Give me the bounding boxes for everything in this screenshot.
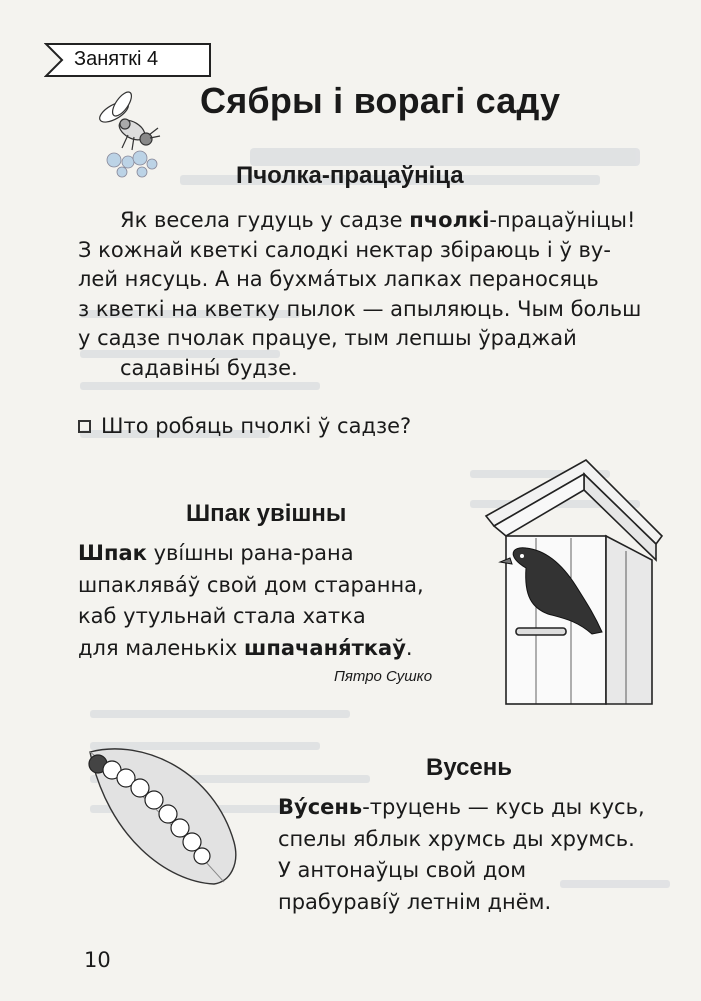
bee-paragraph bbox=[78, 206, 641, 383]
poem-line: для маленькіх шпачаня́ткаў. bbox=[78, 635, 413, 660]
starling-poem bbox=[78, 538, 424, 664]
question-item bbox=[78, 414, 411, 438]
poem-line: Шпак уві́шны рана-рана bbox=[78, 541, 354, 565]
poem-line: прабураві́ў летнім днём. bbox=[278, 889, 552, 914]
bee-section-heading: Пчолка-працаўніца bbox=[236, 162, 464, 189]
poem-line: каб утульнай стала хатка bbox=[78, 604, 366, 628]
lesson-label: Заняткі 4 bbox=[74, 48, 159, 70]
paragraph-line: Як весела гудуць у садзе пчолкі-працаўніцы! bbox=[120, 208, 636, 232]
paragraph-line: З кожнай кветкі салодкі нектар збіраюць і ў ву- bbox=[78, 237, 611, 262]
paragraph-line: лей нясуць. А на бухма́тых лапках пераносяць bbox=[78, 267, 599, 291]
page-title: Сябры і ворагі саду bbox=[200, 80, 561, 121]
poem-line: спелы яблык хрумсь ды хрумсь. bbox=[278, 826, 635, 851]
question-checkbox-icon bbox=[78, 420, 91, 433]
page-number: 10 bbox=[84, 948, 111, 972]
poem-author: Пятро Сушко bbox=[334, 668, 433, 685]
paragraph-line: садавіны́ будзе. bbox=[120, 355, 298, 380]
poem-line: У антонаўцы свой дом bbox=[278, 858, 527, 882]
birdhouse-starling-icon bbox=[466, 456, 666, 706]
poem-line: Ву́сень-труцень — кусь ды кусь, bbox=[278, 795, 645, 819]
caterpillar-poem bbox=[278, 792, 645, 918]
paragraph-line: у садзе пчолак працуе, тым лепшы ўраджай bbox=[78, 326, 577, 350]
caterpillar-on-leaf-icon bbox=[84, 742, 244, 892]
caterpillar-section-heading: Вусень bbox=[426, 754, 513, 781]
question-text: Што робяць пчолкі ў садзе? bbox=[101, 414, 412, 438]
paragraph-line: з кветкі на кветку пылок — апыляюць. Чым больш bbox=[78, 296, 642, 321]
lesson-label-tag bbox=[44, 42, 212, 78]
bee-on-flowers-icon bbox=[92, 90, 172, 180]
starling-section-heading: Шпак увішны bbox=[186, 500, 347, 527]
poem-line: шпаклява́ў свой дом старанна, bbox=[78, 572, 424, 597]
